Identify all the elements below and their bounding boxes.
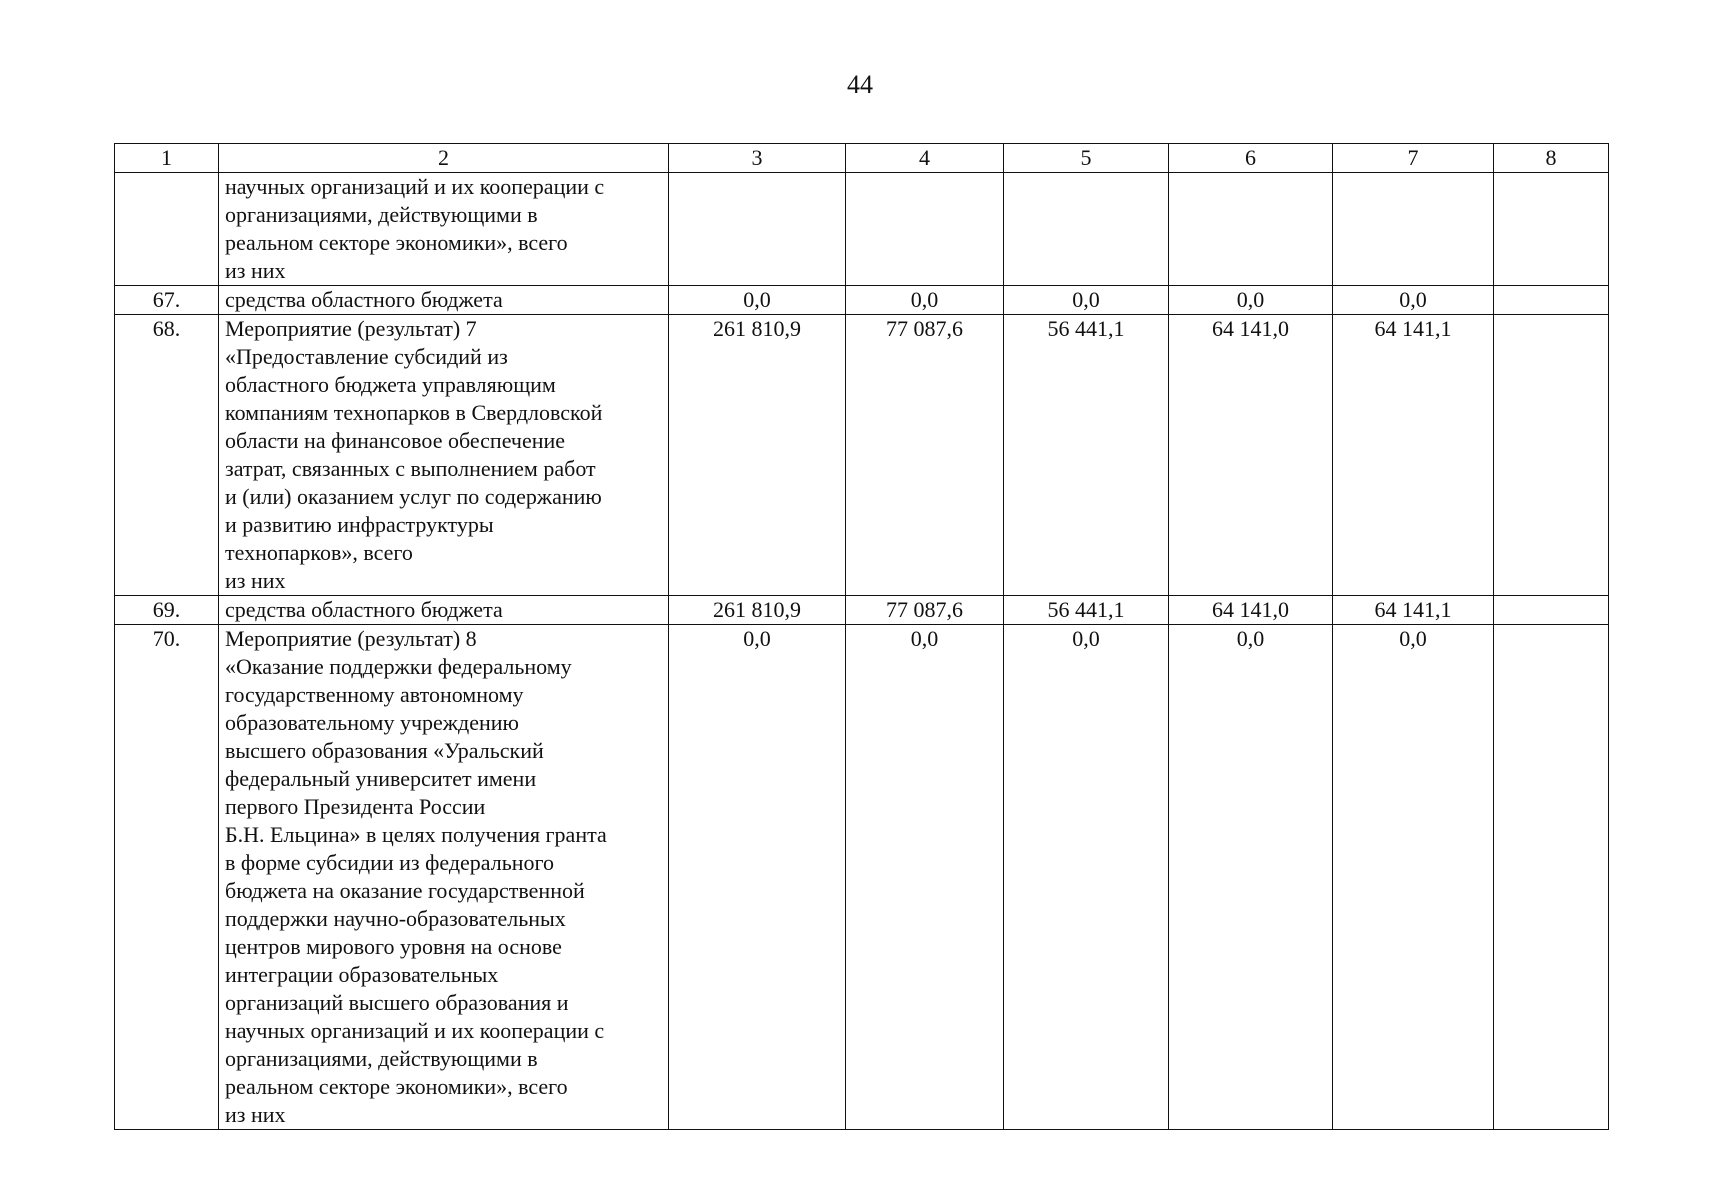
row-value: 261 810,9 [669,315,846,596]
row-value: 56 441,1 [1004,596,1169,625]
row-value: 0,0 [1004,286,1169,315]
table-row [115,173,1609,286]
row-value: 0,0 [1333,286,1494,315]
table-row [115,596,1609,625]
row-description: Мероприятие (результат) 7 «Предоставление субсидий из областного бюджета управляющим компаниям технопарков в Свердловской области на финансовое обеспечение затрат, связанных с выполнением работ и (или) оказанием услуг по содержанию и развитию инфраструктуры технопарков», всего из них [219,315,669,596]
row-number: 70. [115,625,219,1130]
row-description: научных организаций и их кооперации с организациями, действующими в реальном секторе экономики», всего из них [219,173,669,286]
column-number: 2 [219,144,669,173]
row-number: 67. [115,286,219,315]
row-value [1494,173,1609,286]
row-value [1004,173,1169,286]
row-value [1494,596,1609,625]
column-number: 7 [1333,144,1494,173]
column-number-row [115,144,1609,173]
column-number: 8 [1494,144,1609,173]
table-row [115,286,1609,315]
row-value [1169,173,1333,286]
column-number: 1 [115,144,219,173]
row-value: 0,0 [846,286,1004,315]
column-number: 3 [669,144,846,173]
row-value: 0,0 [1333,625,1494,1130]
row-value [1494,315,1609,596]
row-value [1494,625,1609,1130]
row-value: 64 141,0 [1169,596,1333,625]
table-row [115,315,1609,596]
row-value: 56 441,1 [1004,315,1169,596]
row-value: 64 141,1 [1333,315,1494,596]
row-value [1333,173,1494,286]
row-value: 261 810,9 [669,596,846,625]
budget-table [114,143,1609,1130]
row-value: 0,0 [669,286,846,315]
row-value: 77 087,6 [846,315,1004,596]
row-description: средства областного бюджета [219,286,669,315]
row-value: 0,0 [1169,625,1333,1130]
row-number: 69. [115,596,219,625]
row-value: 0,0 [846,625,1004,1130]
row-value [669,173,846,286]
row-value: 0,0 [669,625,846,1130]
column-number: 4 [846,144,1004,173]
row-number: 68. [115,315,219,596]
row-description: средства областного бюджета [219,596,669,625]
row-description: Мероприятие (результат) 8 «Оказание поддержки федеральному государственному автономному образовательному учреждению высшего образования «Уральский федеральный университет имени первого Президента России Б.Н. Ельцина» в целях получения гранта в форме субсидии из федерального бюджета на оказание государственной поддержки научно-образовательных центров мирового уровня на основе интеграции образовательных организаций высшего образования и научных организаций и их кооперации с организациями, действующими в реальном секторе экономики», всего из них [219,625,669,1130]
row-value: 64 141,0 [1169,315,1333,596]
row-value: 0,0 [1169,286,1333,315]
row-value [1494,286,1609,315]
row-number [115,173,219,286]
page-number: 44 [847,70,873,99]
row-value [846,173,1004,286]
table-row [115,625,1609,1130]
row-value: 0,0 [1004,625,1169,1130]
column-number: 6 [1169,144,1333,173]
column-number: 5 [1004,144,1169,173]
row-value: 77 087,6 [846,596,1004,625]
row-value: 64 141,1 [1333,596,1494,625]
